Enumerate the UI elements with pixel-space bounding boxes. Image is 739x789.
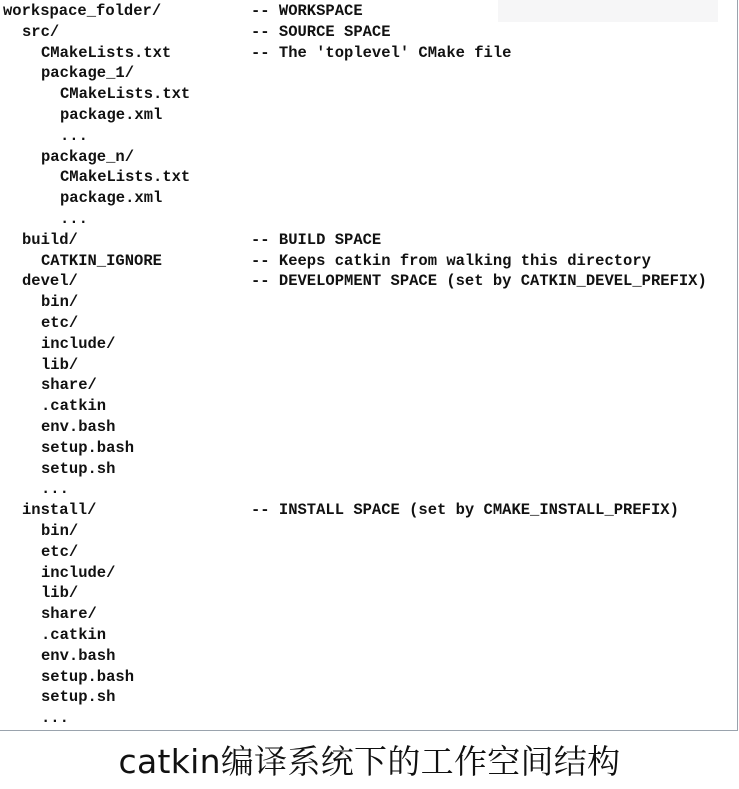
tree-path: include/ [41,563,116,582]
tree-line [3,209,733,230]
tree-path: package.xml [60,189,163,208]
tree-line [3,625,733,646]
tree-path: env.bash [41,417,116,436]
tree-path: ... [60,126,88,145]
tree-line [3,43,733,64]
tree-comment: -- DEVELOPMENT SPACE (set by CATKIN_DEVEL_PREFIX) [251,272,707,291]
tree-line [3,708,733,729]
tree-line [3,459,733,480]
tree-path: setup.sh [41,459,116,478]
tree-path: ... [41,480,69,499]
tree-path: devel/ [22,272,78,291]
tree-comment: -- SOURCE SPACE [251,22,391,41]
tree-comment: -- The 'toplevel' CMake file [251,43,512,62]
tree-path: lib/ [41,584,79,603]
tree-line [3,417,733,438]
tree-path: env.bash [41,646,116,665]
directory-tree [3,1,733,729]
tree-line [3,292,733,313]
tree-comment: -- BUILD SPACE [251,230,382,249]
tree-path: CMakeLists.txt [60,85,191,104]
tree-path: etc/ [41,542,79,561]
tree-path: workspace_folder/ [3,2,162,20]
tree-path: build/ [22,230,78,249]
tree-line [3,563,733,584]
tree-path: setup.sh [41,688,116,707]
tree-path: share/ [41,605,97,624]
tree-line [3,438,733,459]
tree-line [3,500,733,521]
tree-path: bin/ [41,521,79,540]
tree-line [3,22,733,43]
tree-line [3,583,733,604]
tree-line [3,1,733,22]
tree-line [3,521,733,542]
tree-line [3,188,733,209]
figure-caption: catkin编译系统下的工作空间结构 [118,742,621,781]
tree-line [3,687,733,708]
tree-path: .catkin [41,625,107,644]
tree-line [3,355,733,376]
tree-line [3,230,733,251]
tree-path: CMakeLists.txt [60,168,191,187]
tree-line [3,84,733,105]
tree-line [3,147,733,168]
tree-path: package_n/ [41,147,135,166]
tree-path: bin/ [41,293,79,312]
tree-line [3,167,733,188]
tree-path: setup.bash [41,667,135,686]
tree-line [3,334,733,355]
tree-line [3,105,733,126]
tree-path: .catkin [41,397,107,416]
tree-line [3,271,733,292]
tree-path: share/ [41,376,97,395]
tree-comment: -- Keeps catkin from walking this directory [251,251,651,270]
tree-path: lib/ [41,355,79,374]
tree-line [3,63,733,84]
tree-path: package_1/ [41,64,135,83]
tree-line [3,375,733,396]
tree-line [3,396,733,417]
tree-path: src/ [22,22,60,41]
tree-comment: -- WORKSPACE [251,2,363,20]
tree-path: CMakeLists.txt [41,43,172,62]
tree-path: setup.bash [41,438,135,457]
tree-path: package.xml [60,105,163,124]
tree-path: include/ [41,334,116,353]
tree-line [3,251,733,272]
tree-line [3,604,733,625]
tree-path: ... [60,209,88,228]
tree-line [3,646,733,667]
tree-line [3,542,733,563]
tree-line [3,126,733,147]
tree-path: CATKIN_IGNORE [41,251,162,270]
tree-path: install/ [22,501,97,520]
tree-comment: -- INSTALL SPACE (set by CMAKE_INSTALL_PREFIX) [251,501,679,520]
tree-line [3,667,733,688]
tree-line [3,313,733,334]
tree-path: etc/ [41,313,79,332]
tree-line [3,479,733,500]
tree-path: ... [41,709,69,728]
